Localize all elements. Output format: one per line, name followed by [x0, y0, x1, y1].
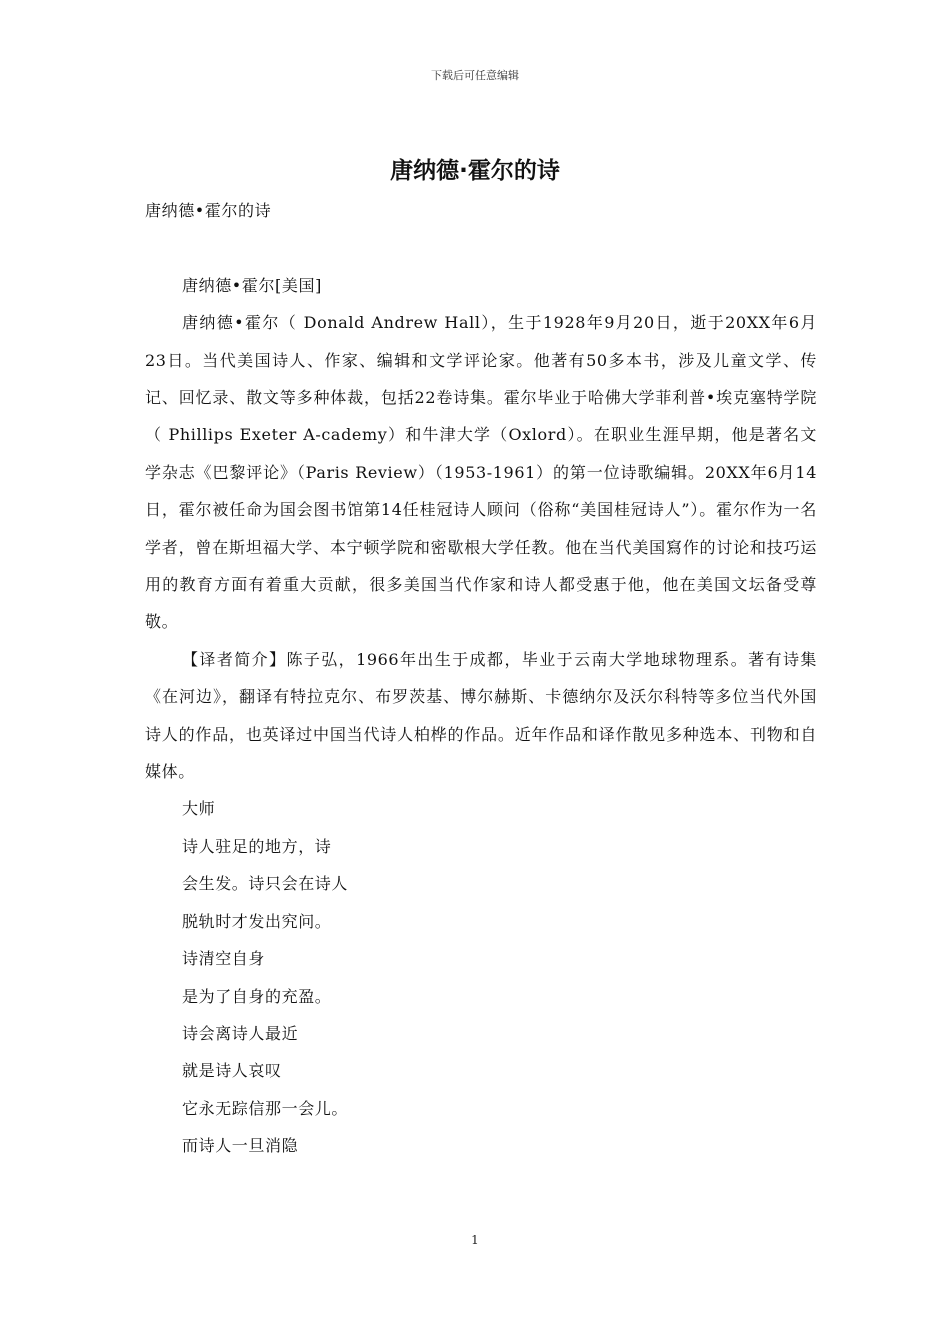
header-note: 下载后可任意编辑 — [431, 69, 519, 82]
poem-line: 而诗人一旦消隐 — [182, 1136, 299, 1156]
poem-line: 诗清空自身 — [182, 949, 266, 969]
page-number: 1 — [471, 1233, 479, 1247]
poem-line: 是为了自身的充盈。 — [182, 986, 332, 1006]
translator-paragraph: 【译者简介】陈子弘，1966年出生于成都，毕业于云南大学地球物理系。著有诗集《在河边》，翻译有特拉克尔、布罗茨基、博尔赫斯、卡德纳尔及沃尔科特等多位当代外国诗人的作品，也英译过中国当代诗人柏桦的作品。近年作品和译作散见多种选本、刊物和自媒体。 — [145, 649, 817, 782]
poem-title: 大师 — [182, 799, 216, 819]
bio-paragraph: 唐纳德•霍尔（ Donald Andrew Hall），生于1928年9月20日，逝于20XX年6月23日。当代美国诗人、作家、编辑和文学评论家。他著有50多本书，涉及儿童文学、传记、回忆录、散文等多种体裁，包括22卷诗集。霍尔毕业于哈佛大学菲利普•埃克塞特学院（ Phillips Exeter A-cademy）和牛津大学（Oxlord）。在职业生涯早期，他是著名文学杂志《巴黎评论》（Paris Review）（1953-1961）的第一位诗歌编辑。20XX年6月14日，霍尔被任命为国会图书馆第14任桂冠诗人顾问（俗称“美国桂冠诗人”）。霍尔作为一名学者，曾在斯坦福大学、本宁顿学院和密歇根大学任教。他在当代美国寫作的讨论和技巧运用的教育方面有着重大贡献，很多美国当代作家和诗人都受惠于他，他在美国文坛备受尊敬。 — [145, 313, 817, 632]
poem-line: 诗人驻足的地方，诗 — [182, 836, 332, 856]
poem-line: 会生发。诗只会在诗人 — [182, 874, 349, 894]
poem-line: 诗会离诗人最近 — [182, 1023, 299, 1043]
poem-line: 脱轨时才发出究问。 — [182, 911, 332, 931]
poem-line: 就是诗人哀叹 — [182, 1061, 282, 1081]
document-body — [145, 192, 817, 1165]
poem-line: 它永无踪信那一会儿。 — [182, 1098, 349, 1118]
subtitle: 唐纳德•霍尔的诗 — [145, 201, 272, 220]
document-title: 唐纳德·霍尔的诗 — [390, 158, 560, 184]
author-line: 唐纳德•霍尔[美国] — [182, 275, 322, 295]
